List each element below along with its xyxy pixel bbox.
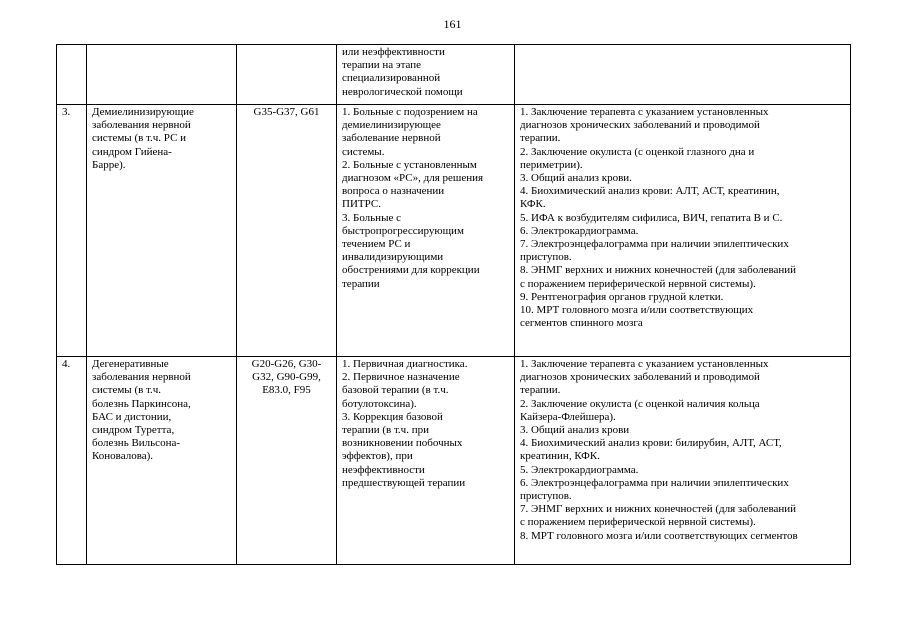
text-line: 2. Первичное назначение <box>342 371 460 384</box>
text-line: E83.0, F95 <box>262 384 311 397</box>
text-line: диагнозов хронических заболеваний и проводимой <box>520 371 760 384</box>
cell-indications <box>337 357 515 565</box>
text-line: системы (в т.ч. <box>92 384 162 397</box>
text-line: терапии (в т.ч. при <box>342 424 429 437</box>
text-line: 1. Заключение терапевта с указанием установленных <box>520 358 769 370</box>
text-line: G35-G37, G61 <box>253 106 320 118</box>
text-line: ботулотоксина). <box>342 397 417 410</box>
text-line: 2. Заключение окулиста (с оценкой наличия кольца <box>520 397 760 410</box>
text-line: 10. МРТ головного мозга и/или соответствующих <box>520 304 754 317</box>
text-line: заболевания нервной <box>92 371 191 384</box>
cell-codes <box>237 105 337 357</box>
text-line: 4. Биохимический анализ крови: билирубин, АЛТ, АСТ, <box>520 437 782 450</box>
text-line: сегментов спинного мозга <box>520 317 643 330</box>
text-line: Кайзера-Флейшера). <box>520 410 616 423</box>
text-line: 2. Заключение окулиста (с оценкой глазного дна и <box>520 145 755 158</box>
text-line: инвалидизирующими <box>342 251 444 264</box>
text-line: 5. Электрокардиограмма. <box>520 463 639 476</box>
text-line: болезнь Вильсона- <box>92 437 180 450</box>
page-number: 161 <box>443 17 462 31</box>
text-line: КФК. <box>520 198 546 211</box>
text-line: терапии на этапе <box>342 59 422 72</box>
text-line: обострениями для коррекции <box>342 264 480 277</box>
text-line: терапии. <box>520 384 561 397</box>
text-line: неэффективности <box>342 463 425 476</box>
text-line: 3. Коррекция базовой <box>342 410 443 423</box>
text-line: Коновалова). <box>92 450 154 463</box>
text-line: Дегенеративные <box>92 358 169 370</box>
cell-disease <box>87 105 237 357</box>
table-row <box>57 105 851 357</box>
text-line: специализированной <box>342 72 441 85</box>
text-line: системы (в т.ч. РС и <box>92 132 187 145</box>
text-line: приступов. <box>520 490 572 503</box>
text-line: диагнозом «РС», для решения <box>342 172 484 185</box>
text-line: G32, G90-G99, <box>252 371 321 384</box>
cell-disease-empty <box>87 45 237 105</box>
text-line: болезнь Паркинсона, <box>92 397 191 410</box>
text-line: эффектов), при <box>342 450 413 463</box>
text-line: вопроса о назначении <box>342 185 445 198</box>
text-line: 1. Первичная диагностика. <box>342 358 468 370</box>
text-line: или неэффективности <box>342 46 445 58</box>
text-line: 9. Рентгенография органов грудной клетки. <box>520 290 724 303</box>
text-line: синдром Туретта, <box>92 424 175 437</box>
text-line: базовой терапии (в т.ч. <box>342 384 449 397</box>
cell-num-empty <box>57 45 87 105</box>
text-line: приступов. <box>520 251 572 264</box>
text-line: терапии. <box>520 132 561 145</box>
text-line: 6. Электроэнцефалограмма при наличии эпилептических <box>520 476 789 489</box>
text-line: 7. Электроэнцефалограмма при наличии эпилептических <box>520 238 789 251</box>
text-line: быстропрогрессирующим <box>342 224 464 237</box>
text-line: синдром Гийена- <box>92 145 172 158</box>
text-line: возникновении побочных <box>342 437 463 450</box>
text-line: предшествующей терапии <box>342 476 466 489</box>
text-line: БАС и дистонии, <box>92 410 172 423</box>
table-row-continuation <box>57 45 851 105</box>
text-line: 7. ЭНМГ верхних и нижних конечностей (для заболеваний <box>520 503 797 516</box>
text-line: 1. Заключение терапевта с указанием установленных <box>520 106 769 118</box>
text-line: Демиелинизирующие <box>92 106 194 118</box>
cell-exams <box>515 105 851 357</box>
text-line: терапии <box>342 277 380 290</box>
text-line: 6. Электрокардиограмма. <box>520 224 639 237</box>
text-line: 3. Больные с <box>342 211 401 224</box>
cell-codes-empty <box>237 45 337 105</box>
text-line: с поражением периферической нервной системы). <box>520 516 756 529</box>
table-row <box>57 357 851 565</box>
text-line: 2. Больные с установленным <box>342 158 477 171</box>
text-line: течением РС и <box>342 238 411 251</box>
text-line: G20-G26, G30- <box>251 358 322 370</box>
text-line: с поражением периферической нервной системы). <box>520 277 756 290</box>
text-line: периметрии). <box>520 158 583 171</box>
text-line: 5. ИФА к возбудителям сифилиса, ВИЧ, гепатита В и С. <box>520 211 783 224</box>
text-line: неврологической помощи <box>342 85 463 98</box>
text-line: креатинин, КФК. <box>520 450 600 463</box>
text-line: заболевания нервной <box>92 119 191 132</box>
text-line: 4. Биохимический анализ крови: АЛТ, АСТ, креатинин, <box>520 185 780 198</box>
row-number: 3. <box>57 105 87 357</box>
text-line: диагнозов хронических заболеваний и проводимой <box>520 119 760 132</box>
text-line: заболевание нервной <box>342 132 441 145</box>
cell-exams <box>515 357 851 565</box>
text-line: демиелинизирующее <box>342 119 441 132</box>
text-line: ПИТРС. <box>342 198 381 211</box>
text-line: Барре). <box>92 158 126 171</box>
cell-disease <box>87 357 237 565</box>
cell-indications <box>337 45 515 105</box>
text-line: системы. <box>342 145 385 158</box>
cell-codes <box>237 357 337 565</box>
text-line: 3. Общий анализ крови. <box>520 172 632 185</box>
text-line: 8. МРТ головного мозга и/или соответствующих сегментов <box>520 529 798 542</box>
text-line: 3. Общий анализ крови <box>520 424 630 437</box>
referral-table <box>56 44 851 565</box>
cell-exams-empty <box>515 45 851 105</box>
row-number: 4. <box>57 357 87 565</box>
cell-indications <box>337 105 515 357</box>
text-line: 1. Больные с подозрением на <box>342 106 478 118</box>
text-line: 8. ЭНМГ верхних и нижних конечностей (для заболеваний <box>520 264 797 277</box>
